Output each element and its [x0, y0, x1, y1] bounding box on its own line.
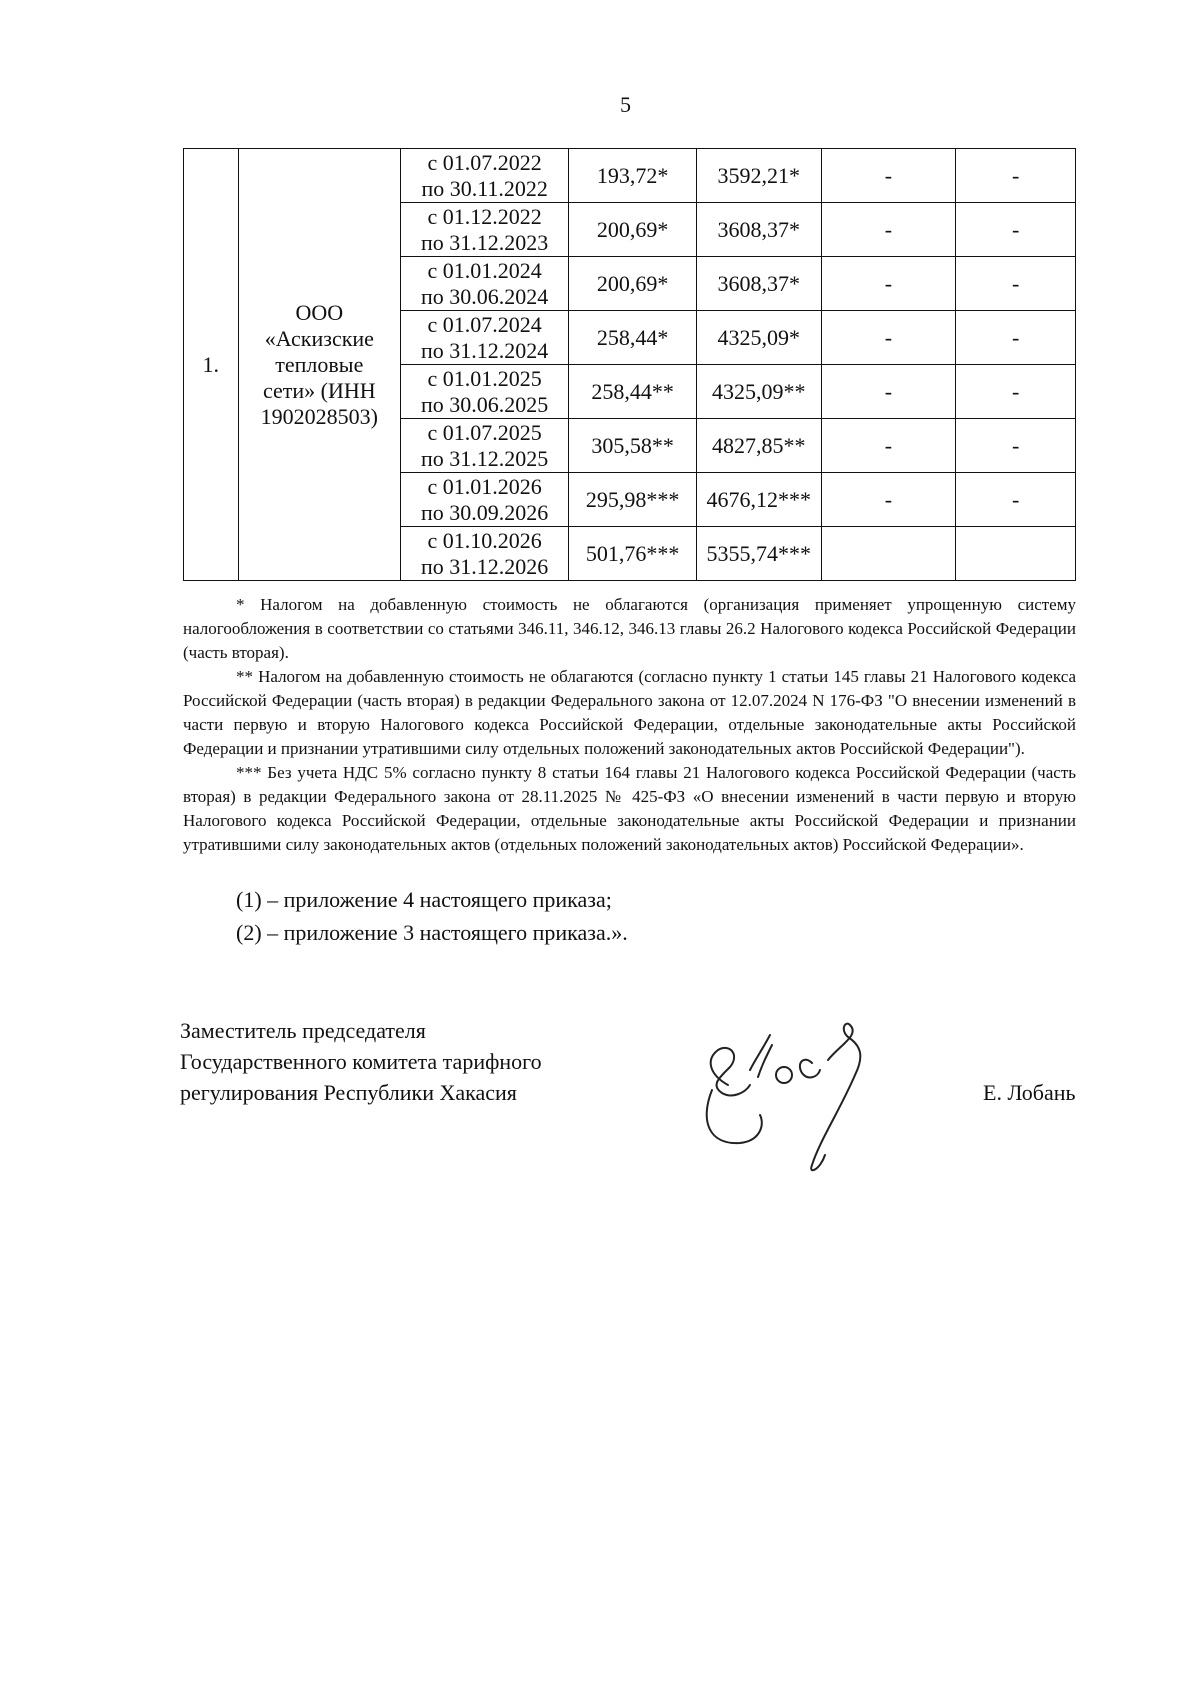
col5-cell: - [821, 257, 956, 311]
period-cell [401, 527, 569, 581]
col6-cell: - [956, 419, 1076, 473]
signer-name: Е. Лобань [983, 1080, 1076, 1105]
col5-cell: - [821, 473, 956, 527]
col5-cell: - [821, 311, 956, 365]
period-to: по 30.11.2022 [421, 175, 548, 201]
price2-cell: 4827,85** [696, 419, 821, 473]
col5-cell: - [821, 365, 956, 419]
col6-cell [956, 527, 1076, 581]
tariff-table [183, 148, 1076, 581]
period-cell [401, 257, 569, 311]
period-to: по 31.12.2025 [421, 445, 549, 471]
price1-cell: 200,69* [569, 203, 697, 257]
price2-cell: 4325,09** [696, 365, 821, 419]
period-from: с 01.12.2022 [427, 203, 542, 229]
period-cell [401, 149, 569, 203]
col6-cell: - [956, 473, 1076, 527]
organization-line: тепловые [275, 351, 364, 377]
signatory-line: Государственного комитета тарифного [180, 1049, 542, 1074]
period-to: по 31.12.2023 [421, 229, 549, 255]
footnote: *** Без учета НДС 5% согласно пункту 8 статьи 164 главы 21 Налогового кодекса Российской Федерации (часть вторая) в редакции Федерального закона от 28.11.2025 № 425-ФЗ «О внесении изменений в части первую и вторую Налогового кодекса Российской Федерации, отдельные законодательные акты Российской Федерации и признании утратившими силу законодательных актов (отдельных положений законодательных актов) Российской Федерации». [183, 763, 1076, 854]
price1-cell: 258,44** [569, 365, 697, 419]
signatory-line: регулирования Республики Хакасия [180, 1080, 517, 1105]
price2-cell: 3592,21* [696, 149, 821, 203]
period-to: по 30.06.2024 [421, 283, 549, 309]
period-cell [401, 419, 569, 473]
price1-cell: 305,58** [569, 419, 697, 473]
annex-note: (2) – приложение 3 настоящего приказа.». [236, 920, 628, 945]
price2-cell: 4676,12*** [696, 473, 821, 527]
period-from: с 01.10.2026 [427, 527, 542, 553]
table-row [184, 149, 1076, 203]
col5-cell: - [821, 419, 956, 473]
period-to: по 31.12.2024 [421, 337, 549, 363]
row-number-cell: 1. [184, 149, 239, 581]
period-from: с 01.07.2022 [427, 149, 542, 175]
organization-line: ООО [295, 299, 344, 325]
price1-cell: 501,76*** [569, 527, 697, 581]
period-from: с 01.01.2026 [427, 473, 542, 499]
footnote: ** Налогом на добавленную стоимость не облагаются (согласно пункту 1 статьи 145 главы 21 Налогового кодекса Российской Федерации (часть вторая) в редакции Федерального закона от 12.07.2024 N 176-ФЗ "О внесении изменений в части первую и вторую Налогового кодекса Российской Федерации, отдельные законодательные акты Российской Федерации и признании утратившими силу отдельных положений законодательных актов Российской Федерации"). [183, 667, 1076, 758]
col6-cell: - [956, 365, 1076, 419]
period-cell [401, 311, 569, 365]
col6-cell: - [956, 149, 1076, 203]
price1-cell: 193,72* [569, 149, 697, 203]
annex-note: (1) – приложение 4 настоящего приказа; [236, 887, 612, 912]
footnote: * Налогом на добавленную стоимость не облагаются (организация применяет упрощенную систему налогообложения в соответствии со статьями 346.11, 346.12, 346.13 главы 26.2 Налогового кодекса Российской Федерации (часть вторая). [183, 595, 1076, 662]
footnotes [183, 593, 1076, 857]
col5-cell [821, 527, 956, 581]
period-to: по 30.06.2025 [421, 391, 549, 417]
price1-cell: 295,98*** [569, 473, 697, 527]
col5-cell: - [821, 149, 956, 203]
col6-cell: - [956, 257, 1076, 311]
signatory-line: Заместитель председателя [180, 1018, 426, 1043]
period-to: по 31.12.2026 [421, 553, 549, 579]
period-from: с 01.01.2024 [427, 257, 542, 283]
period-from: с 01.07.2024 [427, 311, 542, 337]
period-cell [401, 473, 569, 527]
organization-line: сети» (ИНН [262, 377, 376, 403]
organization-line: «Аскизские [264, 325, 374, 351]
col5-cell: - [821, 203, 956, 257]
price2-cell: 3608,37* [696, 257, 821, 311]
organization-line: 1902028503) [260, 403, 378, 429]
period-cell [401, 365, 569, 419]
annex-notes [236, 885, 628, 951]
organization-cell [238, 149, 400, 581]
col6-cell: - [956, 203, 1076, 257]
period-from: с 01.07.2025 [427, 419, 542, 445]
handwritten-signature [700, 1015, 890, 1175]
price1-cell: 200,69* [569, 257, 697, 311]
price2-cell: 4325,09* [696, 311, 821, 365]
price1-cell: 258,44* [569, 311, 697, 365]
period-from: с 01.01.2025 [427, 365, 542, 391]
page-number: 5 [620, 92, 631, 117]
price2-cell: 5355,74*** [696, 527, 821, 581]
col6-cell: - [956, 311, 1076, 365]
signatory-position [180, 1015, 542, 1108]
price2-cell: 3608,37* [696, 203, 821, 257]
period-to: по 30.09.2026 [421, 499, 549, 525]
period-cell [401, 203, 569, 257]
